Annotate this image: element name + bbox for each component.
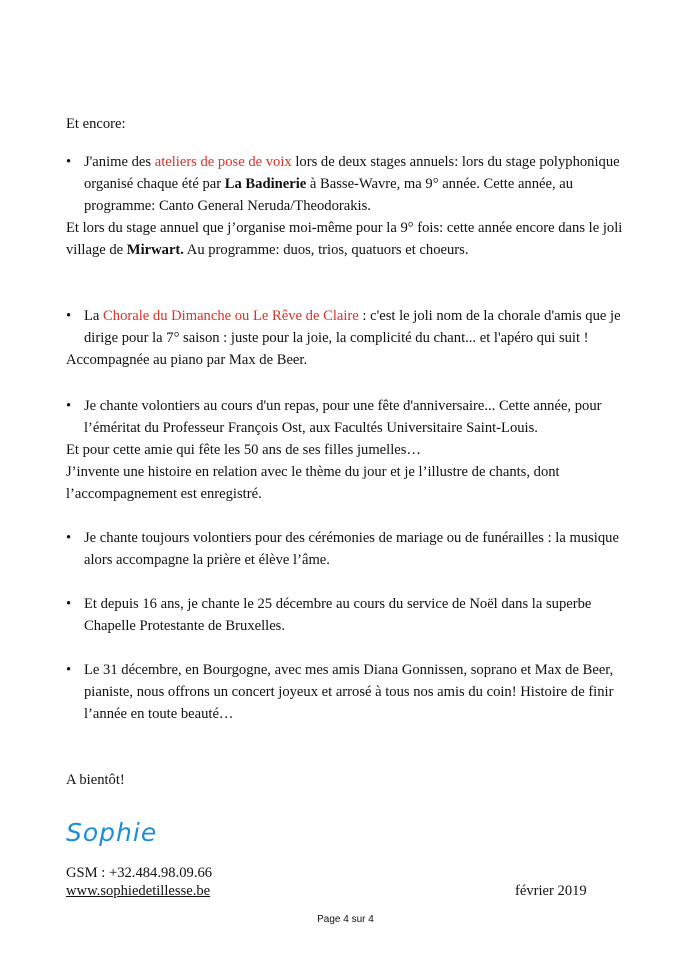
- bullet-line: programme: Canto General Neruda/Theodorakis.: [84, 198, 371, 214]
- bullet-line: dirige pour la 7° saison : juste pour la joie, la complicité du chant... et l'apéro qui suit !: [84, 330, 589, 346]
- bullet-line: [66, 173, 656, 195]
- workshops-link[interactable]: ateliers de pose de voix: [154, 154, 292, 170]
- bullet-section-ceremonies: [66, 527, 656, 571]
- text-fragment: Je chante toujours volontiers pour des cérémonies de mariage ou de funérailles : la musique: [84, 530, 619, 546]
- text-fragment: Le 31 décembre, en Bourgogne, avec mes amis Diana Gonnissen, soprano et Max de Beer,: [84, 662, 614, 678]
- text-fragment: village de: [66, 242, 127, 258]
- text-line: Et lors du stage annuel que j’organise moi-même pour la 9° fois: cette année encore dans le joli: [66, 220, 623, 236]
- text-fragment: : c'est le joli nom de la chorale d'amis que je: [358, 308, 621, 324]
- bullet-line: [66, 593, 656, 615]
- bullet-section-workshops: [66, 151, 656, 261]
- bullet-section-new-year: [66, 659, 656, 725]
- bullet-line: [66, 395, 656, 417]
- website-link[interactable]: www.sophiedetillesse.be: [66, 883, 211, 899]
- bullet-line: [66, 305, 656, 327]
- closing-text: A bientôt!: [66, 772, 125, 788]
- bold-text: Mirwart.: [126, 242, 184, 258]
- bullet-icon: •: [66, 154, 72, 170]
- text-fragment: Et depuis 16 ans, je chante le 25 décembre au cours du service de Noël dans la superbe: [84, 596, 592, 612]
- phone-number: GSM : +32.484.98.09.66: [66, 865, 213, 881]
- bullet-line: pianiste, nous offrons un concert joyeux et arrosé à tous nos amis du coin! Histoire de finir: [84, 684, 614, 700]
- bullet-line: [66, 151, 656, 173]
- choir-link[interactable]: Chorale du Dimanche ou Le Rêve de Claire: [103, 308, 359, 324]
- bullet-icon: •: [66, 308, 72, 324]
- bullet-line: alors accompagne la prière et élève l’âme.: [84, 552, 330, 568]
- text-fragment: Au programme: duos, trios, quatuors et choeurs.: [183, 242, 469, 258]
- bullet-line: l’année en toute beauté…: [84, 706, 234, 722]
- bullet-line: l’éméritat du Professeur François Ost, aux Facultés Universitaire Saint-Louis.: [84, 420, 538, 436]
- bullet-line: Chapelle Protestante de Bruxelles.: [84, 618, 286, 634]
- text-line: Accompagnée au piano par Max de Beer.: [66, 352, 308, 368]
- page-number: Page 4 sur 4: [317, 914, 374, 925]
- text-fragment: J'anime des: [84, 154, 155, 170]
- bullet-section-christmas: [66, 593, 656, 637]
- bullet-line: [66, 659, 656, 681]
- bullet-icon: •: [66, 596, 72, 612]
- text-fragment: Je chante volontiers au cours d'un repas, pour une fête d'anniversaire... Cette année, pour: [84, 398, 602, 414]
- intro-text: Et encore:: [66, 116, 126, 132]
- text-fragment: à Basse-Wavre, ma 9° année. Cette année, au: [306, 176, 574, 192]
- bullet-section-events: [66, 395, 656, 505]
- text-line: l’accompagnement est enregistré.: [66, 486, 262, 502]
- text-line: J’invente une histoire en relation avec le thème du jour et je l’illustre de chants, dont: [66, 464, 560, 480]
- text-line: [66, 239, 656, 261]
- text-fragment: organisé chaque été par: [84, 176, 225, 192]
- signature: Sophie: [66, 818, 158, 847]
- bullet-icon: •: [66, 662, 72, 678]
- bold-text: La Badinerie: [224, 176, 307, 192]
- bullet-section-choir: [66, 305, 656, 371]
- bullet-icon: •: [66, 398, 72, 414]
- bullet-icon: •: [66, 530, 72, 546]
- text-fragment: La: [84, 308, 104, 324]
- bullet-line: [66, 527, 656, 549]
- text-line: Et pour cette amie qui fête les 50 ans de ses filles jumelles…: [66, 442, 422, 458]
- text-fragment: lors de deux stages annuels: lors du stage polyphonique: [291, 154, 620, 170]
- document-date: février 2019: [515, 883, 587, 899]
